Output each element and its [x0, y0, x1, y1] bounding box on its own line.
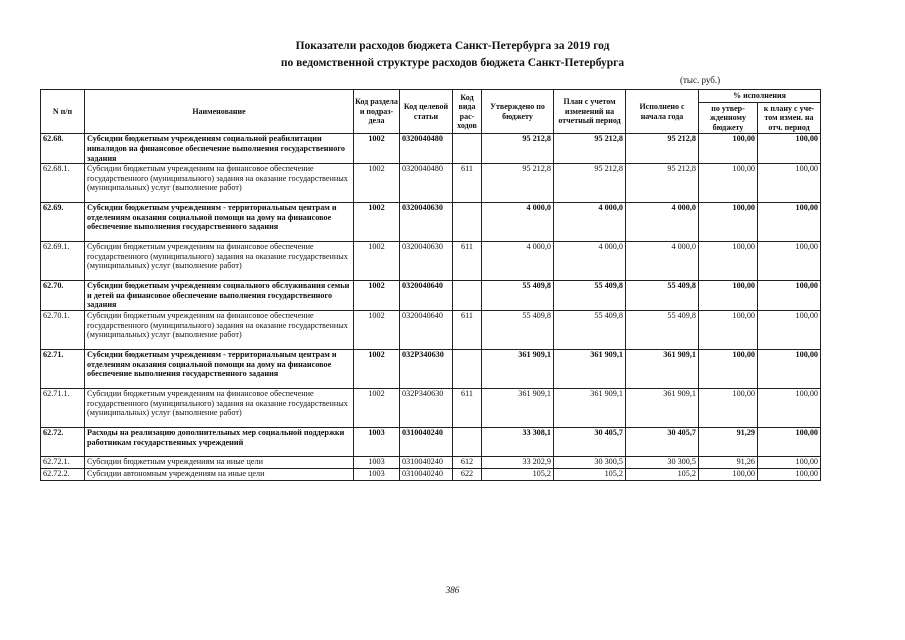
cell-type: 622: [453, 468, 482, 480]
cell-pct-approved: 91,29: [699, 427, 758, 456]
cell-approved: 105,2: [482, 468, 554, 480]
title-line-1: Показатели расходов бюджета Санкт-Петербурга за 2019 год: [295, 40, 610, 52]
header-target-code: Код целевой статьи: [400, 90, 453, 134]
cell-pct-approved: 100,00: [699, 468, 758, 480]
cell-name: Субсидии бюджетным учреждениям на финансовое обеспечение государственного (муниципального) задания на оказание государственных (муниципальных) услуг (выполнение работ): [85, 388, 354, 427]
cell-approved: 95 212,8: [482, 134, 554, 164]
cell-executed: 55 409,8: [626, 310, 699, 349]
table-row: [41, 388, 821, 427]
cell-executed: 30 405,7: [626, 427, 699, 456]
cell-executed: 361 909,1: [626, 349, 699, 388]
cell-plan: 4 000,0: [554, 242, 626, 281]
cell-name: Субсидии бюджетным учреждениям на иные цели: [85, 456, 354, 468]
cell-plan: 4 000,0: [554, 203, 626, 242]
header-expense-type: Код вида рас-ходов: [453, 90, 482, 134]
cell-executed: 95 212,8: [626, 134, 699, 164]
cell-pct-plan: 100,00: [758, 388, 821, 427]
cell-num: 62.72.: [41, 427, 85, 456]
cell-executed: 105,2: [626, 468, 699, 480]
cell-approved: 4 000,0: [482, 203, 554, 242]
cell-num: 62.68.1.: [41, 164, 85, 203]
header-name: Наименование: [85, 90, 354, 134]
cell-pct-approved: 91,26: [699, 456, 758, 468]
units-label: (тыс. руб.): [680, 75, 721, 85]
cell-name: Субсидии автономным учреждениям на иные цели: [85, 468, 354, 480]
cell-pct-approved: 100,00: [699, 164, 758, 203]
table-row: [41, 134, 821, 164]
table-row: [41, 242, 821, 281]
table-row: [41, 427, 821, 456]
cell-pct-approved: 100,00: [699, 349, 758, 388]
cell-plan: 30 405,7: [554, 427, 626, 456]
cell-pct-approved: 100,00: [699, 203, 758, 242]
cell-pct-approved: 100,00: [699, 310, 758, 349]
table-row: [41, 164, 821, 203]
cell-target: 0310040240: [400, 456, 453, 468]
cell-name: Субсидии бюджетным учреждениям социальной реабилитации инвалидов на финансовое обеспечение выполнения государственного задания: [85, 134, 354, 164]
table-row: [41, 310, 821, 349]
header-executed: Исполнено с начала года: [626, 90, 699, 134]
cell-section: 1003: [354, 427, 400, 456]
header-num: N п/п: [41, 90, 85, 134]
cell-section: 1002: [354, 203, 400, 242]
table-row: [41, 349, 821, 388]
cell-num: 62.69.: [41, 203, 85, 242]
cell-num: 62.68.: [41, 134, 85, 164]
cell-type: 611: [453, 242, 482, 281]
header-plan: План с учетом изменений на отчетный период: [554, 90, 626, 134]
cell-name: Субсидии бюджетным учреждениям социального обслуживания семьи и детей на финансовое обеспечение выполнения государственного задания: [85, 281, 354, 311]
cell-name: Расходы на реализацию дополнительных мер социальной поддержки работникам государственных учреждений: [85, 427, 354, 456]
cell-pct-approved: 100,00: [699, 388, 758, 427]
cell-pct-plan: 100,00: [758, 134, 821, 164]
header-pct-plan: к плану с уче-том измен. на отч. период: [758, 102, 821, 134]
cell-pct-plan: 100,00: [758, 456, 821, 468]
cell-section: 1003: [354, 456, 400, 468]
cell-executed: 30 300,5: [626, 456, 699, 468]
header-approved: Утверждено по бюджету: [482, 90, 554, 134]
cell-approved: 95 212,8: [482, 164, 554, 203]
cell-approved: 4 000,0: [482, 242, 554, 281]
cell-target: 0320040480: [400, 134, 453, 164]
cell-pct-plan: 100,00: [758, 310, 821, 349]
cell-section: 1003: [354, 468, 400, 480]
cell-pct-plan: 100,00: [758, 427, 821, 456]
cell-plan: 30 300,5: [554, 456, 626, 468]
page-number: 386: [445, 585, 460, 595]
cell-num: 62.72.1.: [41, 456, 85, 468]
cell-section: 1002: [354, 134, 400, 164]
header-pct-group: % исполнения: [699, 90, 821, 103]
page-title: [0, 38, 905, 72]
cell-executed: 4 000,0: [626, 242, 699, 281]
cell-num: 62.70.: [41, 281, 85, 311]
table-row: [41, 456, 821, 468]
cell-pct-plan: 100,00: [758, 164, 821, 203]
cell-pct-plan: 100,00: [758, 349, 821, 388]
cell-pct-plan: 100,00: [758, 281, 821, 311]
cell-plan: 55 409,8: [554, 281, 626, 311]
table-row: [41, 203, 821, 242]
cell-name: Субсидии бюджетным учреждениям на финансовое обеспечение государственного (муниципального) задания на оказание государственных (муниципальных) услуг (выполнение работ): [85, 242, 354, 281]
cell-approved: 33 308,1: [482, 427, 554, 456]
cell-pct-approved: 100,00: [699, 134, 758, 164]
cell-num: 62.69.1.: [41, 242, 85, 281]
cell-pct-approved: 100,00: [699, 281, 758, 311]
cell-approved: 55 409,8: [482, 310, 554, 349]
cell-section: 1002: [354, 349, 400, 388]
cell-executed: 55 409,8: [626, 281, 699, 311]
cell-num: 62.72.2.: [41, 468, 85, 480]
cell-target: 0320040480: [400, 164, 453, 203]
table-row: [41, 281, 821, 311]
cell-approved: 361 909,1: [482, 388, 554, 427]
cell-executed: 95 212,8: [626, 164, 699, 203]
cell-section: 1002: [354, 164, 400, 203]
cell-executed: 4 000,0: [626, 203, 699, 242]
cell-target: 0320040640: [400, 281, 453, 311]
cell-plan: 95 212,8: [554, 134, 626, 164]
cell-pct-plan: 100,00: [758, 468, 821, 480]
cell-section: 1002: [354, 310, 400, 349]
cell-section: 1002: [354, 242, 400, 281]
cell-approved: 55 409,8: [482, 281, 554, 311]
cell-target: 0310040240: [400, 468, 453, 480]
cell-name: Субсидии бюджетным учреждениям - территориальным центрам и отделениям оказания социальной помощи на дому на финансовое обеспечение выполнения государственного задания: [85, 203, 354, 242]
header-section-code: Код раздела и подраз-дела: [354, 90, 400, 134]
cell-num: 62.70.1.: [41, 310, 85, 349]
cell-target: 0320040630: [400, 242, 453, 281]
title-line-2: по ведомственной структуре расходов бюджета Санкт-Петербурга: [280, 57, 625, 69]
cell-name: Субсидии бюджетным учреждениям на финансовое обеспечение государственного (муниципального) задания на оказание государственных (муниципальных) услуг (выполнение работ): [85, 310, 354, 349]
cell-approved: 33 202,9: [482, 456, 554, 468]
cell-type: [453, 203, 482, 242]
cell-type: 611: [453, 164, 482, 203]
header-pct-approved: по утвер-жденному бюджету: [699, 102, 758, 134]
cell-type: [453, 281, 482, 311]
cell-executed: 361 909,1: [626, 388, 699, 427]
cell-name: Субсидии бюджетным учреждениям - территориальным центрам и отделениям оказания социальной помощи на дому на финансовое обеспечение выполнения государственного задания: [85, 349, 354, 388]
cell-pct-plan: 100,00: [758, 203, 821, 242]
cell-type: [453, 427, 482, 456]
cell-num: 62.71.1.: [41, 388, 85, 427]
cell-num: 62.71.: [41, 349, 85, 388]
cell-target: 032P340630: [400, 349, 453, 388]
cell-target: 0320040630: [400, 203, 453, 242]
cell-type: 611: [453, 310, 482, 349]
cell-pct-plan: 100,00: [758, 242, 821, 281]
cell-plan: 55 409,8: [554, 310, 626, 349]
cell-target: 0310040240: [400, 427, 453, 456]
cell-type: [453, 349, 482, 388]
cell-pct-approved: 100,00: [699, 242, 758, 281]
cell-type: [453, 134, 482, 164]
cell-target: 0320040640: [400, 310, 453, 349]
cell-plan: 361 909,1: [554, 388, 626, 427]
cell-name: Субсидии бюджетным учреждениям на финансовое обеспечение государственного (муниципального) задания на оказание государственных (муниципальных) услуг (выполнение работ): [85, 164, 354, 203]
cell-plan: 105,2: [554, 468, 626, 480]
cell-plan: 361 909,1: [554, 349, 626, 388]
cell-section: 1002: [354, 388, 400, 427]
cell-type: 612: [453, 456, 482, 468]
cell-type: 611: [453, 388, 482, 427]
budget-table: [40, 89, 821, 481]
table-row: [41, 468, 821, 480]
cell-section: 1002: [354, 281, 400, 311]
cell-target: 032P340630: [400, 388, 453, 427]
cell-approved: 361 909,1: [482, 349, 554, 388]
cell-plan: 95 212,8: [554, 164, 626, 203]
